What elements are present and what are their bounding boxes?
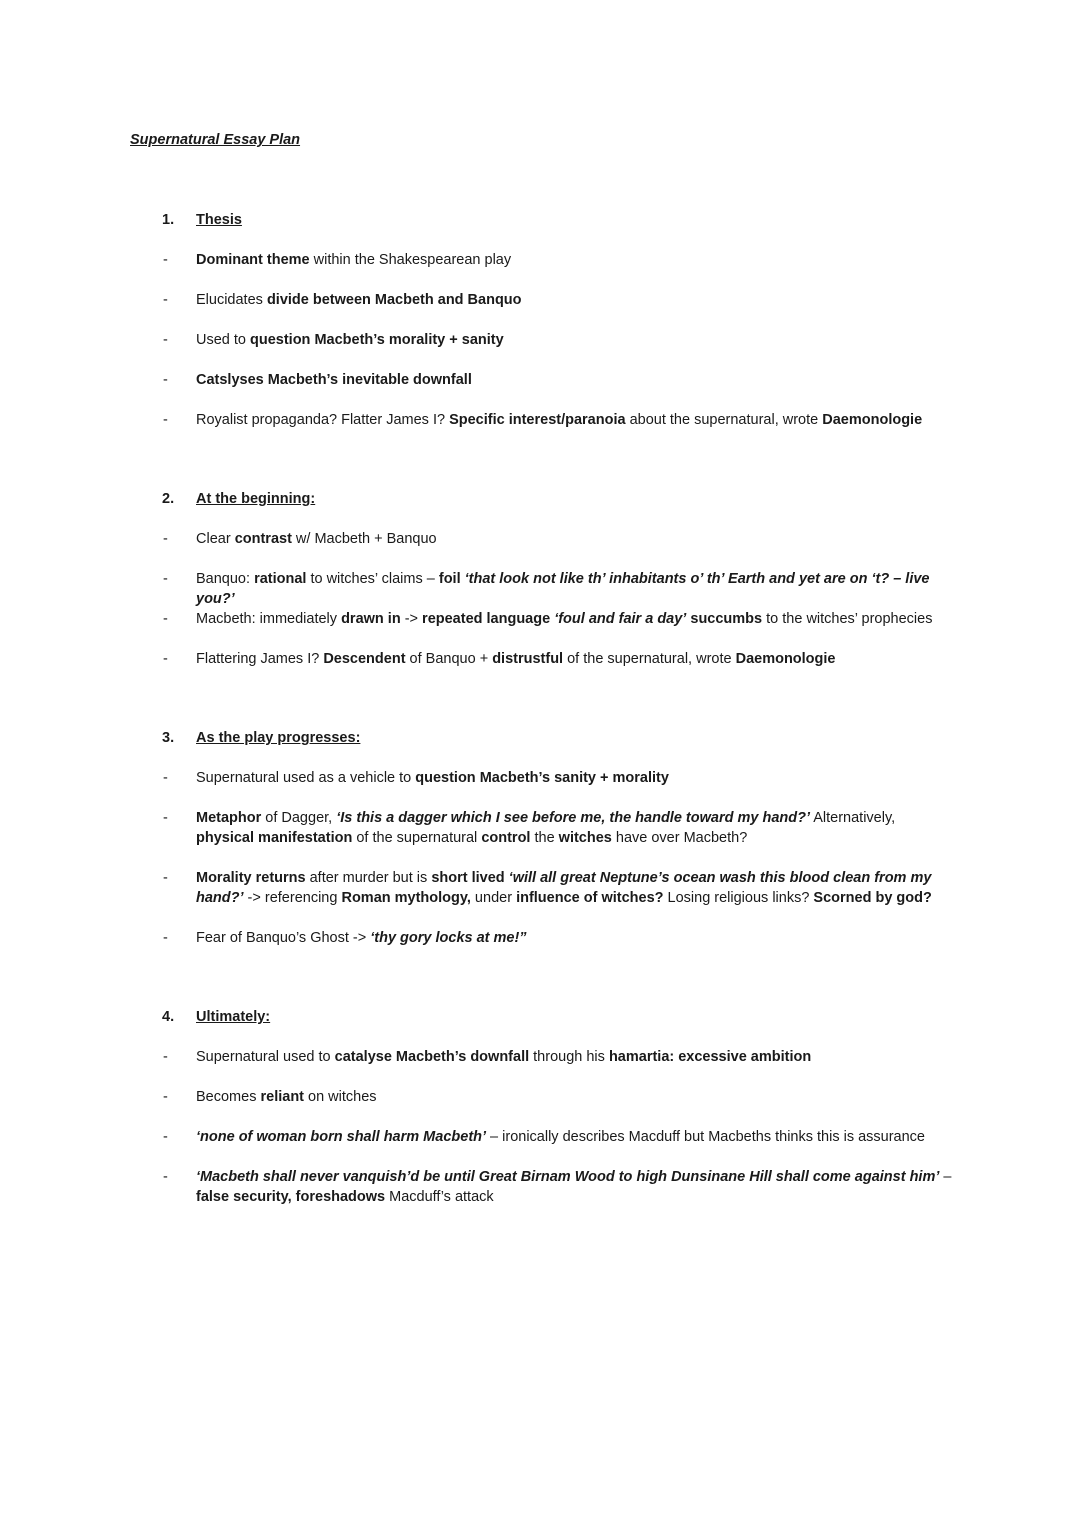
text-run: ‘will all great Neptune’s ocean wash this blood clean from my hand?’ [196,870,932,906]
text-run: Flattering James I? [196,651,324,667]
text-run: repeated language [422,611,551,627]
section-1-bullet-5 [196,410,956,430]
section-1-bullet-3 [196,330,956,350]
text-run: foil [438,571,461,587]
text-run: Macduff’s attack [385,1189,494,1205]
text-run: Fear of Banquo’s Ghost -> [196,930,371,946]
section-2-bullet-3 [196,609,956,629]
text-run: hamartia: excessive ambition [608,1049,812,1065]
text-run: have over Macbeth? [611,830,748,846]
section-1-bullet-1 [196,250,956,270]
bullet-dash: - [163,332,168,348]
text-run: ‘Is this a dagger which I see before me, the handle toward my hand?’ [336,810,810,826]
text-run: of the supernatural [352,830,482,846]
section-4-bullet-1 [196,1047,956,1067]
text-run: catalyse Macbeth’s downfall [334,1049,530,1065]
bullet-dash: - [163,571,168,587]
text-run: to the witches’ prophecies [762,611,933,627]
text-run: witches [558,830,612,846]
text-run: question Macbeth’s morality + sanity [250,332,504,348]
text-run: Macbeth: immediately [196,611,342,627]
text-run: within the Shakespearean play [309,252,512,268]
section-2-number: 2. [162,491,175,507]
section-4-bullet-3 [196,1127,956,1147]
text-run: false security, foreshadows [196,1189,386,1205]
bullet-dash: - [163,651,168,667]
text-run: distrustful [492,651,564,667]
text-run: -> [400,611,423,627]
text-run: Supernatural used as a vehicle to [196,770,416,786]
text-run: succumbs [690,611,763,627]
section-2-bullet-1 [196,529,956,549]
text-run: Specific interest/paranoia [449,412,626,428]
section-4-bullet-2 [196,1087,956,1107]
bullet-dash: - [163,531,168,547]
text-run: to witches’ claims – [306,571,439,587]
text-run: of the supernatural, wrote [563,651,736,667]
section-4-heading: Ultimately: [196,1009,271,1025]
text-run: of Dagger, [261,810,337,826]
text-run: Morality returns [196,870,306,886]
text-run: – ironically describes Macduff but Macbeths thinks this is assurance [486,1129,925,1145]
section-3-bullet-4 [196,928,956,948]
text-run: drawn in [341,611,401,627]
text-run: ‘thy gory locks at me!” [370,930,527,946]
text-run: control [481,830,531,846]
bullet-dash: - [163,770,168,786]
text-run: Catslyses Macbeth’s inevitable downfall [196,372,472,388]
text-run: rational [254,571,307,587]
section-1-bullet-4 [196,370,956,390]
text-run: physical manifestation [196,830,353,846]
text-run: ‘foul and fair a day’ [554,611,687,627]
text-run: on witches [304,1089,377,1105]
bullet-dash: - [163,1129,168,1145]
text-run: ‘that look not like th’ inhabitants o’ th’ Earth and yet are on ‘t? – live you?’ [196,571,930,607]
text-run: contrast [234,531,292,547]
section-4-number: 4. [162,1009,175,1025]
section-1-heading: Thesis [196,212,242,228]
text-run: Metaphor [196,810,262,826]
section-3-number: 3. [162,730,175,746]
text-run: Scorned by god? [813,890,932,906]
bullet-dash: - [163,412,168,428]
text-run: through his [529,1049,609,1065]
bullet-dash: - [163,252,168,268]
text-run: Dominant theme [196,252,310,268]
text-run: question Macbeth’s sanity + morality [415,770,669,786]
section-3-bullet-3 [196,868,956,908]
text-run: about the supernatural, wrote [625,412,823,428]
bullet-dash: - [163,292,168,308]
text-run: Royalist propaganda? Flatter James I? [196,412,450,428]
text-run: Losing religious links? [663,890,814,906]
text-run: after murder but is [305,870,432,886]
text-run: Used to [196,332,250,348]
bullet-dash: - [163,1169,168,1185]
bullet-dash: - [163,611,168,627]
section-1-bullet-2 [196,290,956,310]
text-run: reliant [260,1089,304,1105]
bullet-dash: - [163,372,168,388]
section-3-bullet-1 [196,768,956,788]
text-run: -> referencing [243,890,342,906]
text-run: Daemonologie [822,412,923,428]
text-run: Supernatural used to [196,1049,335,1065]
text-run: Descendent [323,651,406,667]
section-2-heading: At the beginning: [196,491,316,507]
section-2-bullet-2 [196,569,956,609]
bullet-dash: - [163,810,168,826]
section-3-heading: As the play progresses: [196,730,361,746]
text-run: Banquo: [196,571,255,587]
text-run: w/ Macbeth + Banquo [291,531,437,547]
section-4-bullet-4 [196,1167,956,1207]
document-title: Supernatural Essay Plan [130,132,301,148]
bullet-dash: - [163,870,168,886]
text-run: short lived [431,870,505,886]
text-run: Becomes [196,1089,261,1105]
text-run: ‘none of woman born shall harm Macbeth’ [196,1129,487,1145]
text-run: – [939,1169,952,1185]
text-run: under [470,890,517,906]
section-1-number: 1. [162,212,175,228]
section-3-bullet-2 [196,808,956,848]
text-run: Alternatively, [810,810,896,826]
text-run: Roman mythology, [341,890,471,906]
text-run: Clear [196,531,235,547]
text-run: the [530,830,559,846]
text-run: divide between Macbeth and Banquo [266,292,522,308]
text-run: Elucidates [196,292,267,308]
text-run: ‘Macbeth shall never vanquish’d be until Great Birnam Wood to high Dunsinane Hill shall come against him’ [196,1169,940,1185]
text-run: of Banquo + [405,651,493,667]
text-run: influence of witches? [516,890,664,906]
bullet-dash: - [163,1049,168,1065]
section-2-bullet-4 [196,649,956,669]
bullet-dash: - [163,1089,168,1105]
text-run: Daemonologie [735,651,836,667]
bullet-dash: - [163,930,168,946]
